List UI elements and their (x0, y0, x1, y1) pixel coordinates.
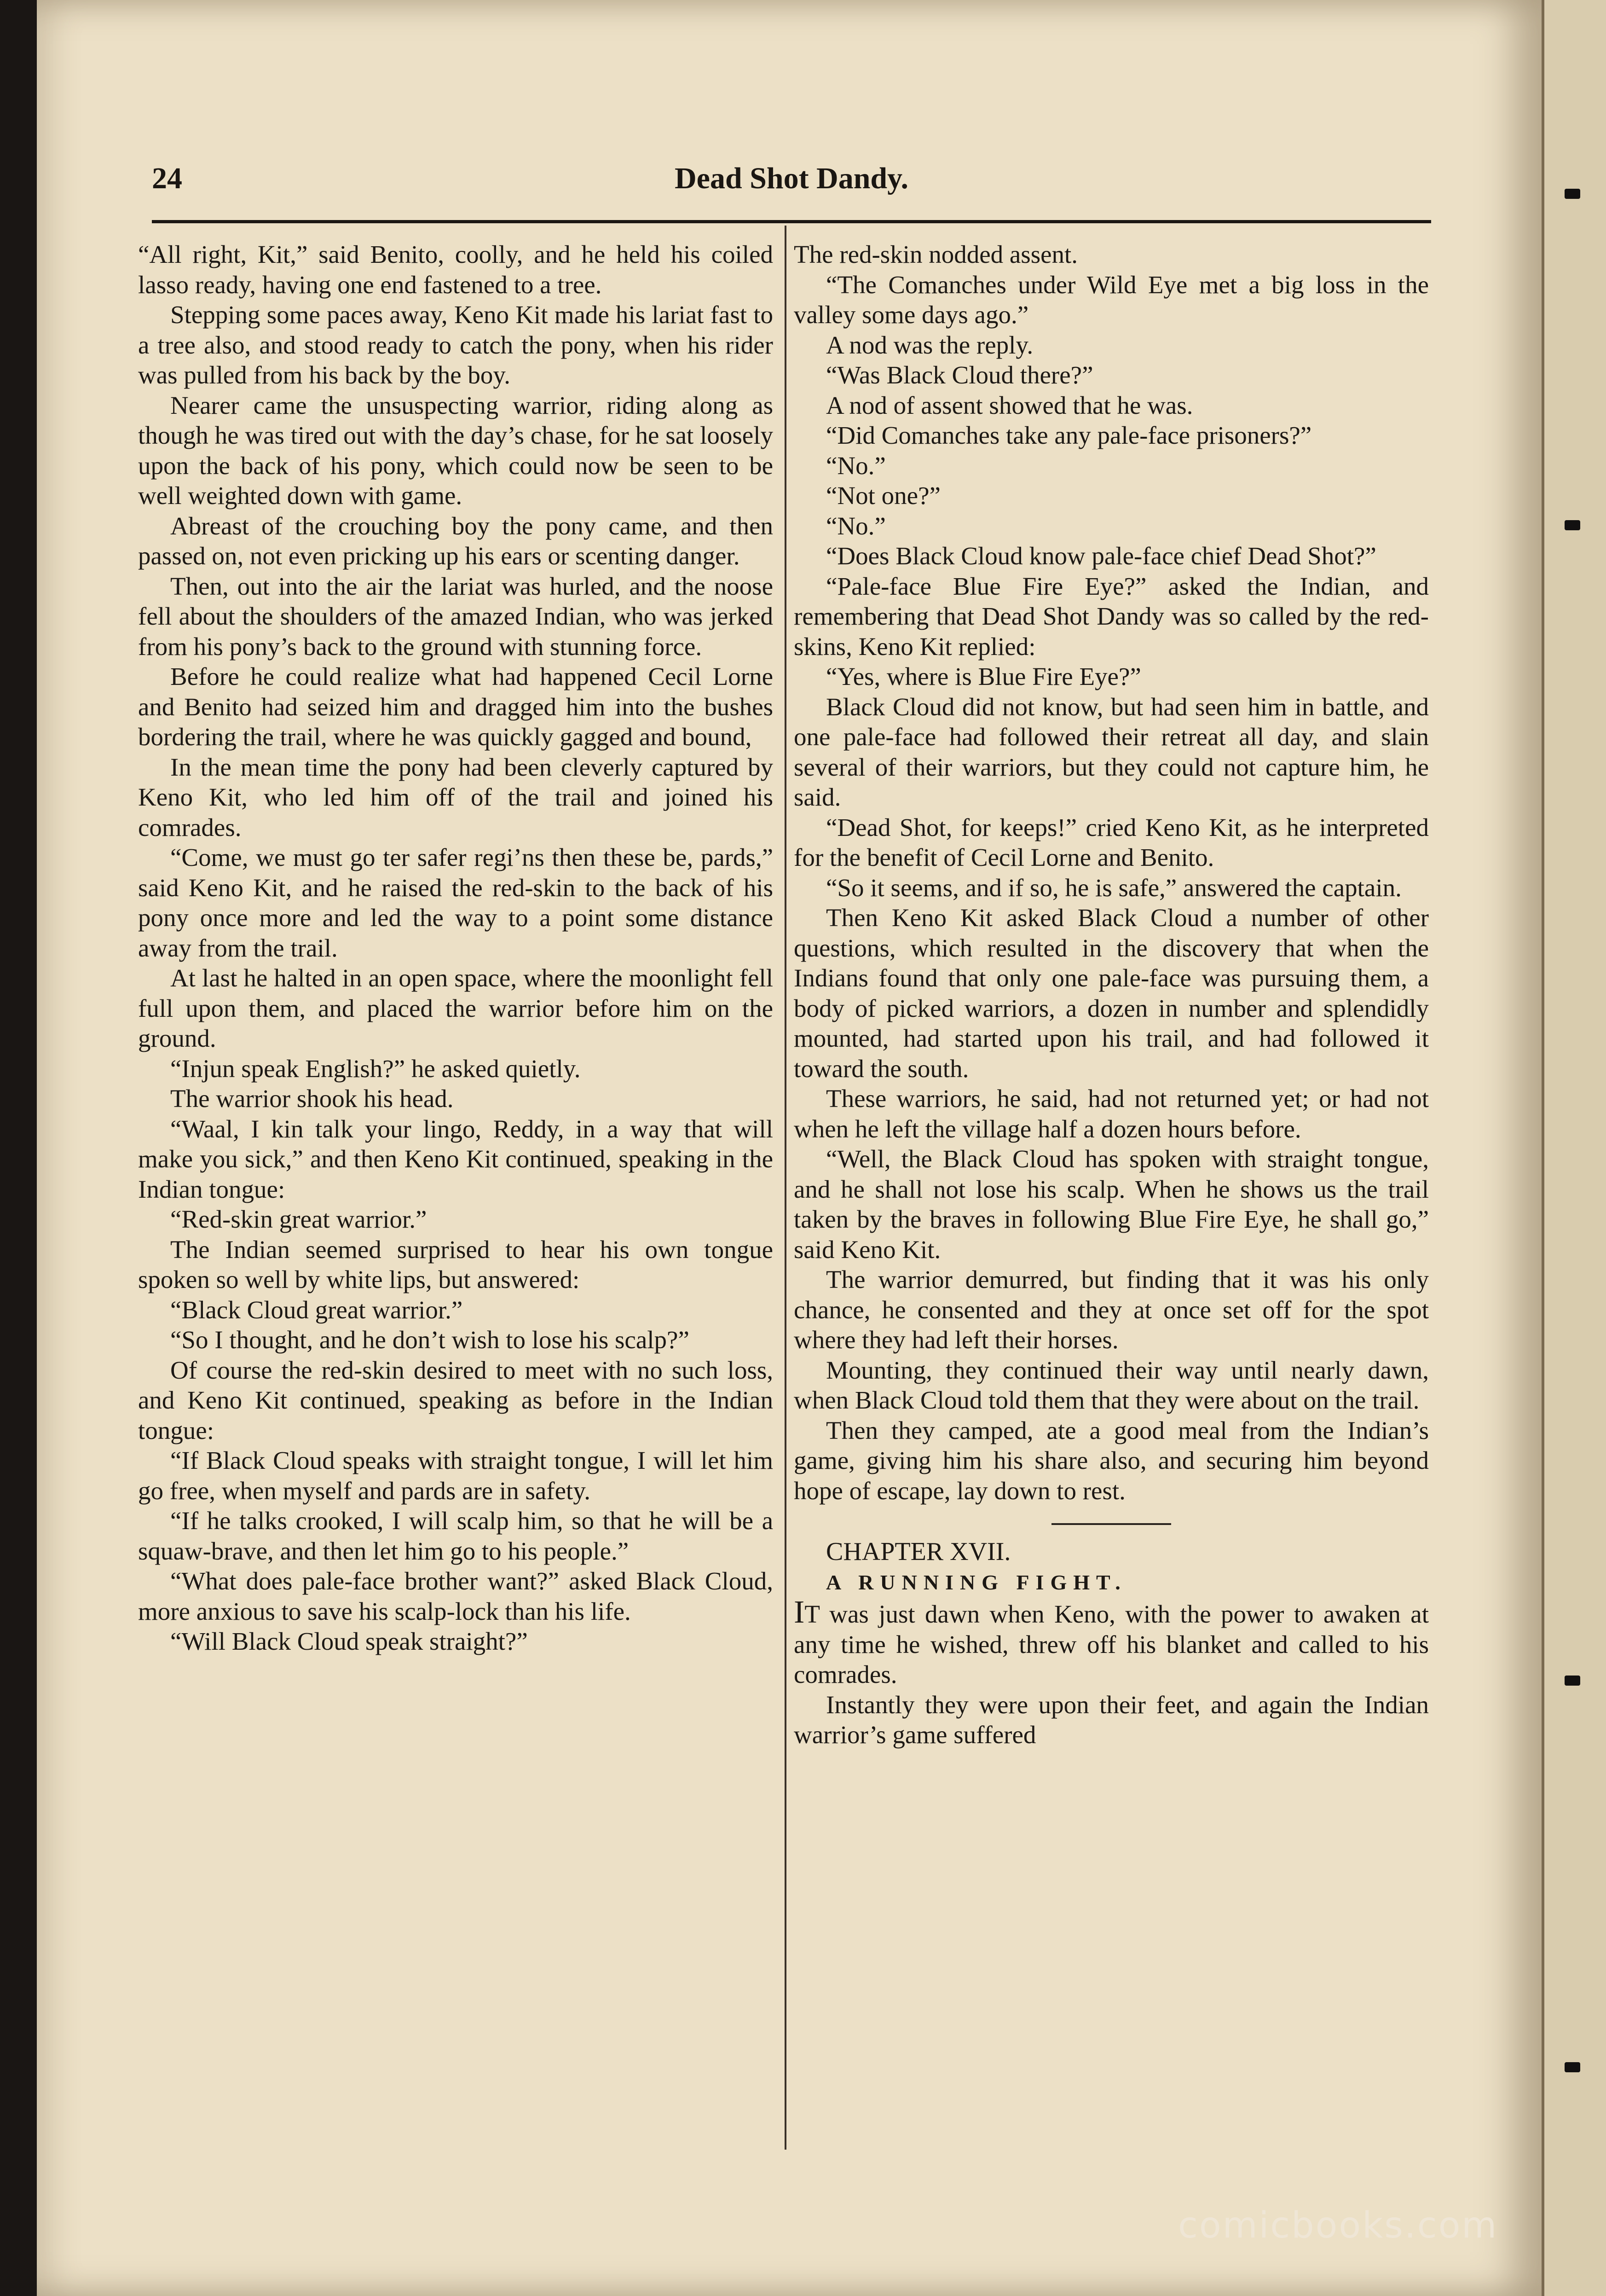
header-rule (152, 220, 1431, 223)
paragraph: “The Comanches under Wild Eye met a big loss in the valley some days ago.” (794, 270, 1429, 329)
paragraph: “If he talks crooked, I will scalp him, so that he will be a squaw-brave, and then let him go to his people.” (138, 1507, 773, 1565)
staple-mark (1565, 1676, 1580, 1686)
paragraph: Nearer came the unsuspecting warrior, riding along as though he was tired out with the day’s chase, for he sat loosely upon the back of his pony, which could now be seen to be well weighted down with game. (138, 391, 773, 510)
paragraph: Then, out into the air the lariat was hurled, and the noose fell about the shoulders of the amazed Indian, who was jerked from his pony’s back to the ground with stunning force. (138, 572, 773, 661)
paragraph: In the mean time the pony had been cleverly captured by Keno Kit, who led him off of the trail and joined his comrades. (138, 753, 773, 841)
staple-mark (1565, 520, 1580, 530)
paragraph: “Yes, where is Blue Fire Eye?” (826, 662, 1141, 690)
paragraph: “So it seems, and if so, he is safe,” answered the captain. (826, 873, 1402, 902)
paragraph: “Red-skin great warrior.” (170, 1205, 427, 1233)
chapter-subtitle: A RUNNING FIGHT. (826, 1570, 1127, 1594)
paragraph: A nod was the reply. (826, 330, 1034, 359)
paragraph: Then Keno Kit asked Black Cloud a number of other questions, which resulted in the discovery that when the Indians found that only one pale-face was pursuing them, a body of picked warriors, a dozen in number and splendidly mounted, had started upon his trail, and had followed it toward the south. (794, 904, 1429, 1083)
paragraph: “So I thought, and he don’t wish to lose his scalp?” (170, 1326, 689, 1354)
chapter-first-paragraph (794, 1594, 1429, 1690)
background-left-edge (0, 0, 37, 2296)
paragraph: “Not one?” (826, 481, 941, 510)
paragraph: “What does pale-face brother want?” asked Black Cloud, more anxious to save his scalp-lock than his life. (138, 1567, 773, 1625)
paragraph: Then they camped, ate a good meal from the Indian’s game, giving him his share also, and securing him beyond hope of escape, lay down to rest. (794, 1416, 1429, 1505)
staple-mark (1565, 2062, 1580, 2072)
paragraph: Of course the red-skin desired to meet with no such loss, and Keno Kit continued, speaking as before in the Indian tongue: (138, 1356, 773, 1444)
paragraph: The Indian seemed surprised to hear his own tongue spoken so well by white lips, but answered: (138, 1235, 773, 1293)
paragraph: Mounting, they continued their way until nearly dawn, when Black Cloud told them that they were about on the trail. (794, 1356, 1429, 1414)
left-column (138, 239, 773, 1657)
paragraph: “No.” (826, 451, 886, 480)
running-title: Dead Shot Dandy. (675, 162, 908, 195)
paragraph: Black Cloud did not know, but had seen him in battle, and one pale-face had followed their retreat all day, and slain several of their warriors, but they could not capture him, he said. (794, 692, 1429, 811)
paragraph: A nod of assent showed that he was. (826, 391, 1193, 419)
paragraph: The red-skin nodded assent. (794, 240, 1078, 268)
paragraph: “Does Black Cloud know pale-face chief Dead Shot?” (826, 542, 1376, 570)
paragraph: “No.” (826, 511, 886, 540)
watermark: comicbooks.com (1178, 2205, 1498, 2246)
column-divider (785, 226, 786, 2150)
paragraph: “Did Comanches take any pale-face prisoners?” (826, 421, 1312, 449)
chapter-title: CHAPTER XVII. (826, 1537, 1011, 1566)
paragraph: “Pale-face Blue Fire Eye?” asked the Indian, and remembering that Dead Shot Dandy was so called by the red-skins, Keno Kit replied: (794, 572, 1429, 661)
drop-cap: I (794, 1594, 805, 1630)
paragraph: “Was Black Cloud there?” (826, 361, 1093, 389)
paragraph: Stepping some paces away, Keno Kit made his lariat fast to a tree also, and stood ready to catch the pony, when his rider was pulled from his back by the boy. (138, 301, 773, 389)
paragraph: “Dead Shot, for keeps!” cried Keno Kit, as he interpreted for the benefit of Cecil Lorne and Benito. (794, 813, 1429, 871)
paragraph: At last he halted in an open space, where the moonlight fell full upon them, and placed the warrior before him on the ground. (138, 964, 773, 1052)
paragraph-text: T was just dawn when Keno, with the power to awaken at any time he wished, threw off his blanket and called to his comrades. (794, 1600, 1429, 1688)
paragraph: The warrior demurred, but finding that it was his only chance, he consented and they at once set off for the spot where they had left their horses. (794, 1265, 1429, 1354)
paragraph: Abreast of the crouching boy the pony came, and then passed on, not even pricking up his ears or scenting danger. (138, 511, 773, 570)
page-number: 24 (152, 162, 182, 195)
page-spine-edge (1542, 0, 1606, 2296)
staple-mark (1565, 189, 1580, 199)
chapter-rule (1051, 1523, 1171, 1525)
page-header (152, 161, 1431, 212)
paragraph: These warriors, he said, had not returned yet; or had not when he left the village half a dozen hours before. (794, 1084, 1429, 1143)
paragraph: “Injun speak English?” he asked quietly. (170, 1054, 581, 1083)
paragraph: “Come, we must go ter safer regi’ns then these be, pards,” said Keno Kit, and he raised the red-skin to the back of his pony once more and led the way to a point some distance away from the trail. (138, 843, 773, 962)
paragraph: “All right, Kit,” said Benito, coolly, and he held his coiled lasso ready, having one end fastened to a tree. (138, 240, 773, 299)
paragraph: “Will Black Cloud speak straight?” (170, 1627, 528, 1655)
paragraph: “Waal, I kin talk your lingo, Reddy, in a way that will make you sick,” and then Keno Kit continued, speaking in the Indian tongue: (138, 1114, 773, 1203)
paragraph: Before he could realize what had happened Cecil Lorne and Benito had seized him and dragged him into the bushes bordering the trail, where he was quickly gagged and bound, (138, 662, 773, 751)
paragraph: The warrior shook his head. (170, 1084, 454, 1113)
paragraph: “Black Cloud great warrior.” (170, 1295, 463, 1324)
paragraph: “Well, the Black Cloud has spoken with straight tongue, and he shall not lose his scalp. When he shows us the trail taken by the braves in following Blue Fire Eye, he shall go,” said Keno Kit. (794, 1145, 1429, 1264)
paragraph: Instantly they were upon their feet, and again the Indian warrior’s game suffered (794, 1690, 1429, 1749)
paragraph: “If Black Cloud speaks with straight tongue, I will let him go free, when myself and pards are in safety. (138, 1446, 773, 1505)
right-column (794, 239, 1429, 1750)
